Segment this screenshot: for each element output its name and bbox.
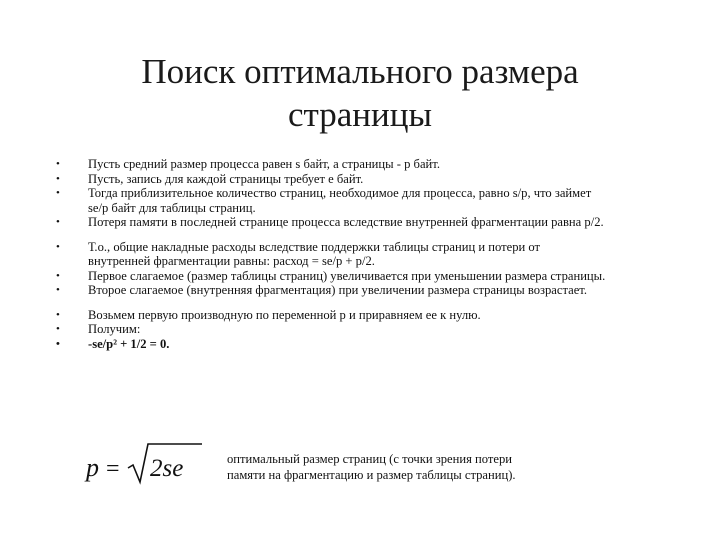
bullet-continuation: внутренней фрагментации равны: расход = se/p + p/2.: [88, 254, 375, 268]
bullet-list: [56, 157, 696, 361]
bullet-continuation: se/p байт для таблицы страниц.: [88, 200, 256, 215]
title-line-1: Поиск оптимального размера: [141, 52, 579, 91]
bullet-item: • Тогда приблизительное количество страниц, необходимое для процесса, равно s/p, что займет: [56, 186, 696, 201]
bullet-item: • Пусть средний размер процесса равен s байт, а страницы - p байт.: [56, 157, 696, 172]
bullet-item: • Пусть, запись для каждой страницы требует e байт.: [56, 172, 696, 187]
formula-explanation: [227, 451, 567, 483]
bullet-item: • Потеря памяти в последней странице процесса вследствие внутренней фрагментации равна p/2.: [56, 215, 696, 230]
slide-title: [0, 50, 720, 136]
note-line-2: памяти на фрагментацию и размер таблицы страниц).: [227, 468, 516, 482]
optimal-page-size-formula: [84, 440, 204, 490]
title-line-2: страницы: [288, 95, 432, 134]
bullet-group-1: [56, 157, 696, 230]
bullet-item: • Второе слагаемое (внутренняя фрагментация) при увеличении размера страницы возрастает.: [56, 283, 696, 298]
formula-radicand: 2se: [150, 455, 184, 482]
note-line-1: оптимальный размер страниц (с точки зрения потери: [227, 452, 513, 466]
bullet-group-2: [56, 240, 696, 298]
formula-equals: =: [106, 456, 120, 482]
formula-lhs: p: [86, 453, 99, 482]
bullet-item: • Первое слагаемое (размер таблицы страниц) увеличивается при уменьшении размера страницы.: [56, 269, 696, 284]
bullet-item: • Получим:: [56, 322, 696, 337]
bullet-item: • Т.о., общие накладные расходы вследствие поддержки таблицы страниц и потери от: [56, 240, 696, 255]
bullet-group-3: [56, 308, 696, 352]
bullet-item: • -se/p² + 1/2 = 0.: [56, 337, 696, 352]
bullet-item: • Возьмем первую производную по переменной p и приравняем ее к нулю.: [56, 308, 696, 323]
